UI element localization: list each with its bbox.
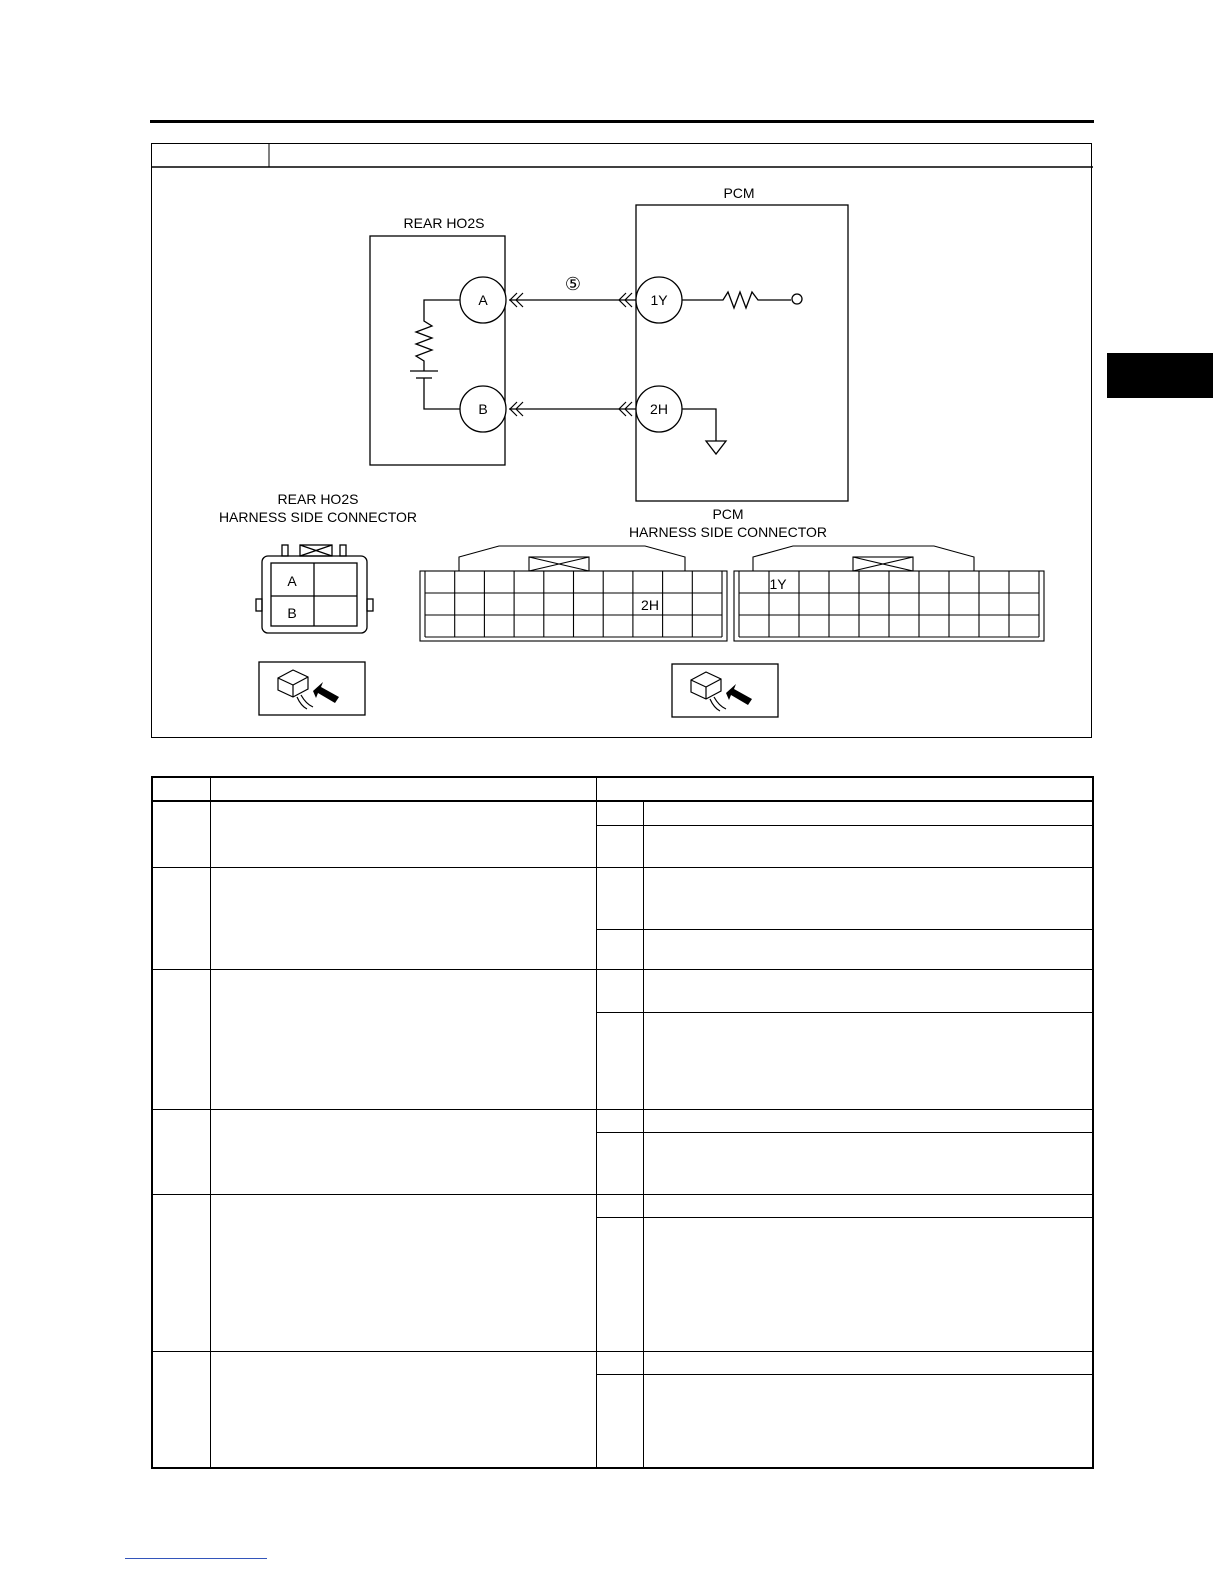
rear-connector-cell-b: B xyxy=(287,605,297,621)
result-cell xyxy=(596,929,643,969)
result-cell xyxy=(596,825,643,867)
rear-connector-title-1: REAR HO2S xyxy=(277,491,359,507)
result-cell xyxy=(596,1132,643,1194)
action-cell xyxy=(643,1194,1093,1217)
ground-icon xyxy=(682,409,726,454)
inspection-cell xyxy=(210,867,596,969)
inspection-cell xyxy=(210,969,596,1109)
rear-ho2s-label: REAR HO2S xyxy=(403,215,485,231)
pcm-label: PCM xyxy=(723,185,755,201)
inspection-cell xyxy=(210,1194,596,1351)
terminal-a-label: A xyxy=(478,292,488,308)
action-cell xyxy=(643,867,1093,929)
table-header-action xyxy=(596,777,1093,801)
result-cell xyxy=(596,1217,643,1351)
step-cell xyxy=(152,1194,210,1351)
action-cell xyxy=(643,1217,1093,1351)
pcm-box xyxy=(636,205,848,501)
wire-number: ⑤ xyxy=(564,274,582,294)
result-cell xyxy=(596,801,643,825)
pcm-connector-title-1: PCM xyxy=(712,506,744,522)
action-cell xyxy=(643,1012,1093,1109)
pcm-pullup-resistor-icon xyxy=(682,292,802,308)
action-cell xyxy=(643,929,1093,969)
inspection-cell xyxy=(210,1109,596,1194)
action-cell xyxy=(643,969,1093,1012)
rear-connector-cell-a: A xyxy=(287,573,297,589)
terminal-2h-label: 2H xyxy=(650,401,668,417)
rear-connector-title-2: HARNESS SIDE CONNECTOR xyxy=(218,509,418,525)
pcm-connector-title-2: HARNESS SIDE CONNECTOR xyxy=(628,524,828,540)
action-cell xyxy=(643,1374,1093,1468)
step-cell xyxy=(152,867,210,969)
result-cell xyxy=(596,867,643,929)
rear-ho2s-connector xyxy=(256,545,373,633)
result-cell xyxy=(596,1194,643,1217)
table-header-inspection xyxy=(210,777,596,801)
step-cell xyxy=(152,1109,210,1194)
action-cell xyxy=(643,801,1093,825)
harness-connector-view-icon xyxy=(259,662,365,715)
step-cell xyxy=(152,801,210,867)
terminal-b-label: B xyxy=(478,401,488,417)
step-cell xyxy=(152,969,210,1109)
table-row xyxy=(152,867,1093,929)
result-cell xyxy=(596,969,643,1012)
sensor-resistor-icon xyxy=(410,300,460,409)
result-cell xyxy=(596,1012,643,1109)
step-cell xyxy=(152,1351,210,1468)
terminal-1y-label: 1Y xyxy=(650,292,668,308)
action-cell xyxy=(643,825,1093,867)
table-row xyxy=(152,801,1093,825)
footer-link-underline[interactable] xyxy=(125,1558,267,1559)
header-rule xyxy=(150,120,1094,123)
table-row xyxy=(152,1109,1093,1132)
table-row xyxy=(152,1351,1093,1374)
pcm-connector-label-2h: 2H xyxy=(641,597,659,613)
inspection-cell xyxy=(210,801,596,867)
connector-hood xyxy=(753,546,974,571)
table-header-row xyxy=(152,777,1093,801)
section-tab xyxy=(1107,353,1213,398)
table-header-step xyxy=(152,777,210,801)
result-cell xyxy=(596,1351,643,1374)
table-row xyxy=(152,969,1093,1012)
action-cell xyxy=(643,1351,1093,1374)
inspection-cell xyxy=(210,1351,596,1468)
harness-connector-view-icon xyxy=(672,664,778,717)
pcm-connector-label-1y: 1Y xyxy=(769,576,787,592)
result-cell xyxy=(596,1374,643,1468)
action-cell xyxy=(643,1132,1093,1194)
diagnostic-procedure-table xyxy=(151,776,1094,1469)
result-cell xyxy=(596,1109,643,1132)
table-row xyxy=(152,1194,1093,1217)
connector-chevron-icons xyxy=(510,293,632,416)
wiring-diagram-frame xyxy=(151,143,1092,738)
pcm-harness-connector xyxy=(420,546,1044,641)
action-cell xyxy=(643,1109,1093,1132)
wiring-diagram xyxy=(152,144,1093,739)
